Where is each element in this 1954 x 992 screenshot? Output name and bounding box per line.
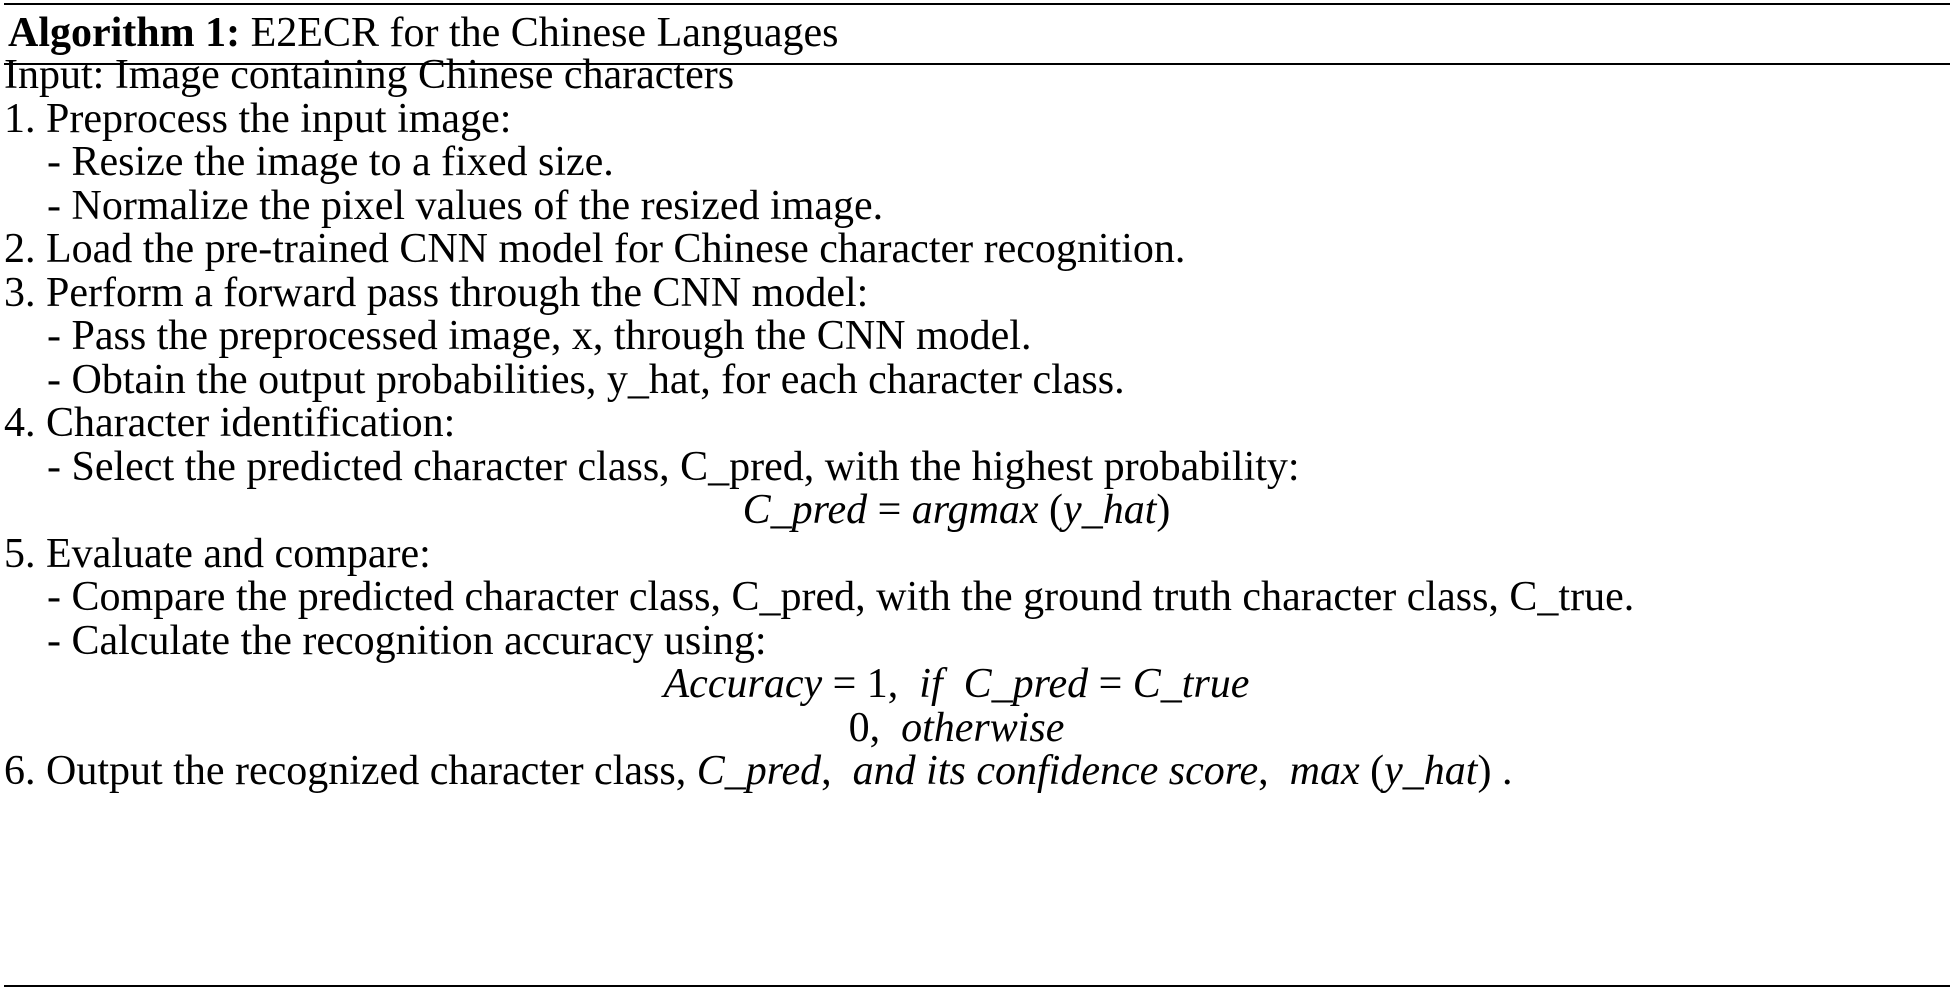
algorithm-name: E2ECR for the Chinese Languages [250,10,839,56]
eq2-equals: = [822,661,867,707]
step-6-cpred: C_pred [696,748,822,794]
step-5-sub-2: - Calculate the recognition accuracy using: [47,618,767,664]
step-6-arg: y_hat [1384,748,1478,794]
step-2: 2. Load the pre-trained CNN model for Chinese character recognition. [4,226,1186,272]
eq2-cond-equals: = [1088,661,1133,707]
step-6-close: ) . [1477,748,1513,794]
top-rule [4,3,1950,5]
step-6 [4,744,1512,798]
step-6-comma-2: , [1258,748,1269,794]
eq2-if: if [919,661,943,707]
step-4: 4. Character identification: [4,400,456,446]
input-line: Input: Image containing Chinese characters [4,52,735,98]
step-5: 5. Evaluate and compare: [4,531,431,577]
step-1: 1. Preprocess the input image: [4,96,512,142]
step-1-sub-2: - Normalize the pixel values of the resized image. [47,183,884,229]
step-6-confidence: and its confidence score [852,748,1259,794]
eq1-open: ( [1038,487,1064,533]
step-4-sub-1: - Select the predicted character class, C_pred, with the highest probability: [47,444,1300,490]
eq1-close: ) [1156,487,1171,533]
eq2-cond-rhs: C_true [1132,661,1250,707]
step-6-text: 6. Output the recognized character class, [4,748,687,794]
eq2-lhs: Accuracy [663,661,823,707]
step-3-sub-2: - Obtain the output probabilities, y_hat, for each character class. [47,357,1125,403]
step-5-sub-1: - Compare the predicted character class, C_pred, with the ground truth character class, C_true. [47,574,1635,620]
eq2-zero: 0, [848,705,881,751]
step-6-comma-1: , [821,748,832,794]
step-3-sub-1: - Pass the preprocessed image, x, through the CNN model. [47,313,1032,359]
bottom-rule [4,985,1950,987]
eq2-one: 1, [866,661,899,707]
algorithm-label: Algorithm 1: [8,10,241,56]
step-6-max: max [1289,748,1360,794]
step-6-open: ( [1359,748,1385,794]
eq2-otherwise: otherwise [901,705,1065,751]
eq1-arg: y_hat [1063,487,1157,533]
eq1-lhs: C_pred [742,487,868,533]
step-1-sub-1: - Resize the image to a fixed size. [47,139,614,185]
eq1-equals: = [867,487,912,533]
step-3: 3. Perform a forward pass through the CNN model: [4,270,869,316]
eq1-fn: argmax [911,487,1039,533]
eq2-cond-lhs: C_pred [963,661,1089,707]
